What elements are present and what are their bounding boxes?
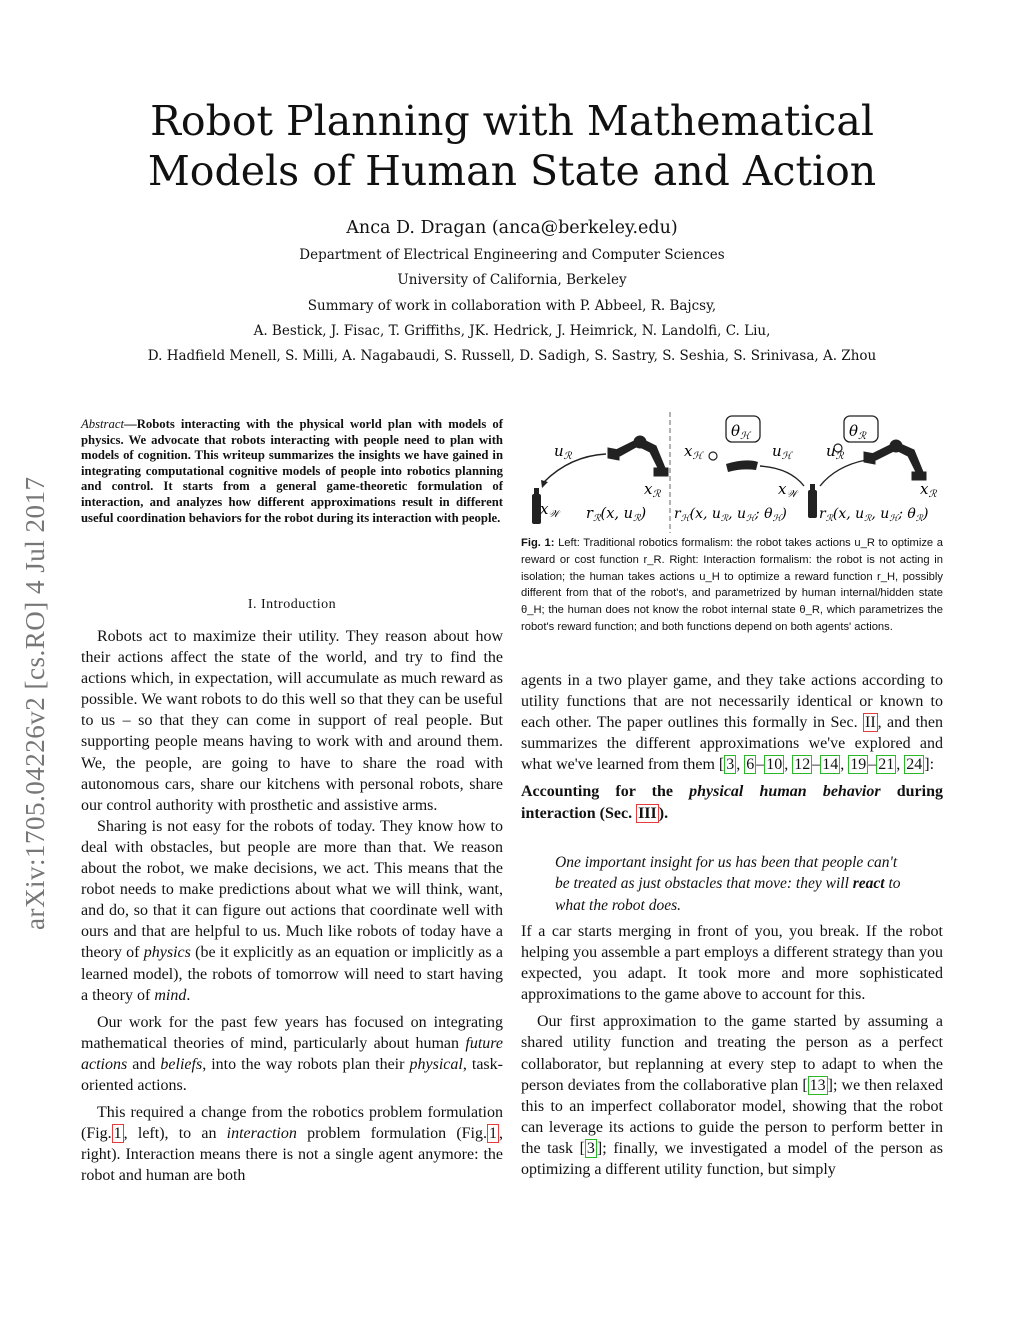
citation-link[interactable]: 6 bbox=[746, 756, 755, 774]
emphasis-mind: mind bbox=[154, 986, 187, 1004]
reward-robot-left-label: $r_ℛ(x$, $u_ℛ$) bbox=[586, 506, 647, 524]
section-ref-link[interactable]: II bbox=[864, 714, 876, 732]
abstract bbox=[81, 417, 503, 526]
emphasis-interaction: interaction bbox=[226, 1125, 297, 1143]
paragraph-right-3 bbox=[521, 1011, 943, 1180]
figure-ref-link[interactable]: 1 bbox=[113, 1125, 122, 1143]
emphasis-physics: physics bbox=[143, 944, 191, 962]
text-run: , left), to an bbox=[123, 1125, 227, 1143]
text-run: , right). Interaction means there is not a single agent anymore: the robot and human are both bbox=[81, 1125, 503, 1185]
citation-link[interactable]: 14 bbox=[822, 756, 839, 774]
text-run: Accounting for the bbox=[521, 783, 690, 801]
citation-link[interactable]: 19 bbox=[850, 756, 867, 774]
emphasis-beliefs: beliefs bbox=[160, 1055, 203, 1073]
text-run: This required a change from the robotics problem formulation (Fig. bbox=[81, 1104, 503, 1143]
paragraph-intro-1: Robots act to maximize their utility. They reason about how their actions affect the state of the world, and try to find the actions which, in expectation, will accumulate as much reward as possible. We want robots to do this well so that they can be useful to us – so that they can come in support of real people. But supporting people means having to work with and around them. We, the people, are going to have to share the road with autonomous cars, share our kitchens with personal robots, share our control authority with prosthetic and assistive arms. bbox=[81, 628, 503, 814]
figure-1-diagram bbox=[520, 408, 950, 533]
paragraph-intro-4 bbox=[81, 1102, 503, 1186]
emphasis-physical-human-behavior: physical human behavior bbox=[689, 783, 881, 801]
paragraph-intro-2 bbox=[81, 816, 503, 1006]
text-run: One important insight for us has been that people can't be treated as just obstacles that move: they will bbox=[555, 854, 898, 893]
x-r-label: $x_ℛ$ bbox=[644, 480, 661, 500]
paragraph-right-1: agents in a two player game, and they take actions according to utility functions that are not necessarily identical or known to each other. The paper outlines this formally in Sec. II , and then summarizes the different approximations we've explored and what we've learned from them [ 3 , 6 – 10 , 12 – 14 , 19 – 21 , 24 ]: bbox=[521, 672, 943, 774]
abstract-label: Abstract bbox=[81, 417, 124, 431]
reward-robot-right-label: $r_ℛ(x$, $u_ℛ$, $u_ℋ$; $\theta_ℛ$) bbox=[819, 506, 929, 524]
u-r-right-label: $u_ℛ$ bbox=[826, 442, 844, 462]
abstract-text: —Robots interacting with the physical world plan with models of physics. We advocate that robots interacting with people need to plan with models of cognition. This writeup summarizes the insights we have gained in integrating computational cognitive models of people into robotics planning and control. It starts from a general game-theoretic formulation of interaction, and analyzes how different approximations result in different useful coordination behaviors for the robot during its interaction with people. bbox=[81, 417, 503, 525]
u-r-label: $u_ℛ$ bbox=[554, 442, 572, 462]
text-run: ]: bbox=[924, 756, 935, 774]
text-run: , and then summarizes the different approximations we've explored and what we've learned from them [ bbox=[521, 714, 943, 774]
citation-link[interactable]: 3 bbox=[726, 756, 735, 774]
collaborators-line-1: Summary of work in collaboration with P. Abbeel, R. Bajcsy, bbox=[307, 298, 717, 314]
emphasis-physical: physical bbox=[409, 1055, 463, 1073]
emphasis-react: react bbox=[852, 875, 885, 893]
citation-link[interactable]: 12 bbox=[794, 756, 811, 774]
text-run: . bbox=[186, 986, 191, 1004]
reward-human-label: $r_ℋ(x$, $u_ℛ$, $u_ℋ$; $\theta_ℋ$) bbox=[674, 506, 787, 524]
figure-ref-link[interactable]: 1 bbox=[489, 1125, 497, 1143]
text-run: ]; we then relaxed this to an imperfect collaborator model, showing that the robot can leverage its actions to guide the person to perform better in the task [ bbox=[521, 1076, 943, 1157]
right-column-body-2 bbox=[521, 921, 943, 1180]
theta-h-label: $\theta_ℋ$ bbox=[731, 422, 750, 442]
right-column-body bbox=[521, 670, 943, 824]
text-run: (be it explicitly as an equation or implicitly as a learned model), the robots of tomorrow will need to start having a theory of bbox=[81, 944, 504, 1004]
robot-action-arrow bbox=[820, 460, 866, 486]
figure-1-caption bbox=[521, 535, 943, 636]
robot-arm-icon bbox=[864, 440, 926, 480]
collaborators-line-2: A. Bestick, J. Fisac, T. Griffiths, JK. Hedrick, J. Heimrick, N. Landolfi, C. Liu, bbox=[253, 323, 771, 339]
emphasis-future-actions: future actions bbox=[81, 1034, 503, 1073]
text-run: Our first approximation to the game started by assuming a shared utility function and treating the person as a perfect collaborator, but replanning at every step to adapt to when the person deviates from the collaborative plan [ bbox=[521, 1013, 943, 1094]
author-line: Anca D. Dragan (anca@berkeley.edu) bbox=[346, 218, 678, 238]
x-r-right-label: $x_ℛ$ bbox=[920, 480, 937, 500]
robot-arm-icon bbox=[608, 436, 668, 476]
text-run: during interaction (Sec. bbox=[521, 783, 943, 822]
text-run: , task-oriented actions. bbox=[81, 1055, 503, 1094]
text-run: Our work for the past few years has focused on integrating mathematical theories of mind, particularly about human bbox=[81, 1013, 503, 1052]
text-run: ]; finally, we investigated a model of the person as optimizing a different utility function, but simply bbox=[521, 1139, 944, 1179]
affiliation-department: Department of Electrical Engineering and Computer Sciences bbox=[299, 247, 725, 263]
x-w-label: $x_𝒲$ bbox=[540, 500, 559, 520]
text-run: problem formulation (Fig. bbox=[296, 1125, 487, 1143]
text-run: and bbox=[127, 1055, 161, 1073]
text-run: , into the way robots plan their bbox=[202, 1055, 410, 1073]
citation-link[interactable]: 21 bbox=[878, 756, 895, 774]
paragraph-right-2: If a car starts merging in front of you, you break. If the robot helping you assemble a part employs a different strategy than you expected, you adapt. It took more and more sophisticated approximations to the game above to account for this. bbox=[521, 923, 943, 1004]
paragraph-accounting-heading bbox=[521, 781, 943, 823]
text-run: Sharing is not easy for the robots of today. They know how to deal with obstacles, but people are more than that. We reason about the robot, we make decisions, we act. This means that the robot needs to make predictions about what we will think, want, and do, so that it can figure out actions that coordinate well with ours and that are helpful to us. Much like robots of today have a theory of bbox=[81, 817, 503, 962]
insight-quote bbox=[555, 852, 915, 916]
left-column-body bbox=[81, 626, 503, 1186]
text-run: agents in a two player game, and they take actions according to utility functions that are not necessarily identical or known to each other. The paper outlines this formally in Sec. bbox=[521, 672, 943, 732]
x-w-right-label: $x_𝒲$ bbox=[778, 480, 797, 500]
human-hand-icon bbox=[709, 452, 758, 472]
paragraph-intro-3 bbox=[81, 1012, 503, 1096]
citation-link[interactable]: 3 bbox=[586, 1139, 595, 1157]
caption-label: Fig. 1: bbox=[521, 537, 555, 549]
paper-title bbox=[0, 96, 1024, 196]
arxiv-identifier: arXiv:1705.04226v2 [cs.RO] 4 Jul 2017 bbox=[20, 476, 50, 930]
title-line-2: Models of Human State and Action bbox=[147, 147, 877, 195]
caption-text: Left: Traditional robotics formalism: the robot takes actions u_R to optimize a reward or cost function r_R. Right: Interaction formalism: the robot is not acting in isolation; the human takes actions u_H to optimize a reward function r_H, possibly different from that of the robot's, and parametrized by human internal/hidden state θ_H; the human does not know the robot internal state θ_R, which parametrizes the robot's reward function; and both functions depend on both agents' actions. bbox=[521, 537, 943, 633]
u-h-label: $u_ℋ$ bbox=[772, 442, 792, 462]
theta-r-label: $\theta_ℛ$ bbox=[849, 422, 867, 442]
section-ref-link[interactable]: III bbox=[638, 804, 657, 822]
bottle-icon bbox=[808, 484, 817, 518]
citation-link[interactable]: 24 bbox=[906, 756, 923, 774]
citation-link[interactable]: 13 bbox=[809, 1076, 826, 1094]
affiliation-university: University of California, Berkeley bbox=[397, 272, 627, 288]
x-h-label: $x_ℋ$ bbox=[684, 442, 703, 462]
title-line-1: Robot Planning with Mathematical bbox=[150, 97, 874, 145]
collaborators-line-3: D. Hadfield Menell, S. Milli, A. Nagabaudi, S. Russell, D. Sadigh, S. Sastry, S. Seshia, S. Srinivasa, A. Zhou bbox=[147, 348, 877, 364]
text-run: ). bbox=[658, 804, 669, 822]
figure-1 bbox=[520, 408, 950, 533]
text-run: to what the robot does. bbox=[555, 875, 901, 914]
section-heading-introduction: I. Introduction bbox=[247, 597, 337, 612]
citation-link[interactable]: 10 bbox=[766, 756, 783, 774]
